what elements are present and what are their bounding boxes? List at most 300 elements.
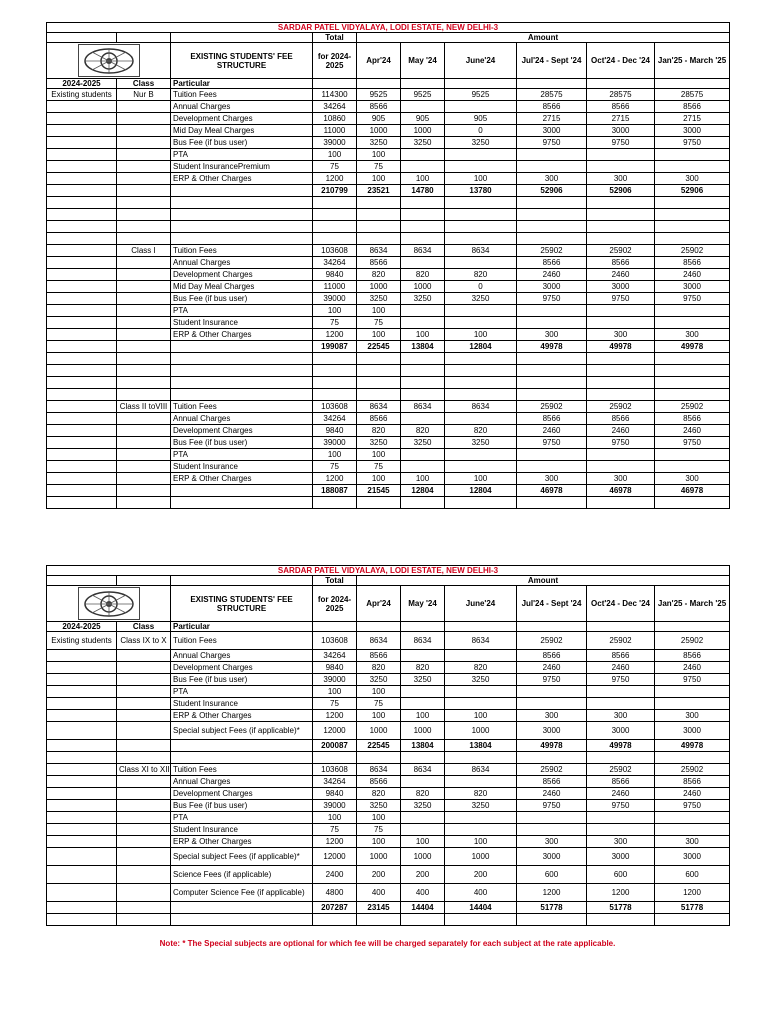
amount-cell: 39000 xyxy=(313,137,357,149)
amount-cell xyxy=(401,317,445,329)
blank-cell xyxy=(313,233,357,245)
blank-cell xyxy=(655,377,730,389)
blank-cell xyxy=(117,233,171,245)
total-row xyxy=(47,341,730,353)
class-cell xyxy=(117,137,171,149)
amount-cell: 2460 xyxy=(655,788,730,800)
amount-cell xyxy=(587,824,655,836)
table-row xyxy=(47,686,730,698)
amount-cell xyxy=(401,686,445,698)
fee-table-2 xyxy=(46,565,730,926)
particular-cell: ERP & Other Charges xyxy=(171,173,313,185)
amount-cell: 8566 xyxy=(655,101,730,113)
amount-cell: 8634 xyxy=(401,245,445,257)
amount-cell: 300 xyxy=(587,473,655,485)
particular-cell: Annual Charges xyxy=(171,257,313,269)
amount-cell: 9750 xyxy=(517,137,587,149)
amount-cell xyxy=(445,698,517,710)
blank-cell xyxy=(445,197,517,209)
amount-cell: 100 xyxy=(445,173,517,185)
blank-cell xyxy=(171,365,313,377)
amount-cell xyxy=(587,461,655,473)
amount-cell: 100 xyxy=(401,836,445,848)
amount-cell: 100 xyxy=(401,473,445,485)
amount-cell: 820 xyxy=(401,269,445,281)
total-cell: 14404 xyxy=(445,902,517,914)
particular-cell: Bus Fee (if bus user) xyxy=(171,674,313,686)
group-cell xyxy=(47,257,117,269)
blank-cell xyxy=(117,209,171,221)
particular-cell: Bus Fee (if bus user) xyxy=(171,293,313,305)
amount-cell: 8566 xyxy=(517,413,587,425)
amount-cell: 75 xyxy=(357,698,401,710)
total-cell: 49978 xyxy=(655,341,730,353)
period-header: Jan'25 - March '25 xyxy=(655,43,730,79)
blank-cell xyxy=(587,233,655,245)
amount-cell: 100 xyxy=(357,812,401,824)
particular-cell xyxy=(171,902,313,914)
total-cell: 13804 xyxy=(401,341,445,353)
amount-cell xyxy=(401,413,445,425)
total-cell: 207287 xyxy=(313,902,357,914)
group-cell xyxy=(47,710,117,722)
group-cell xyxy=(47,764,117,776)
blank-cell xyxy=(47,497,117,509)
amount-cell: 3000 xyxy=(587,722,655,740)
amount-cell: 820 xyxy=(445,662,517,674)
class-cell: Nur B xyxy=(117,89,171,101)
blank-row xyxy=(47,233,730,245)
amount-cell: 100 xyxy=(357,686,401,698)
blank-cell xyxy=(117,389,171,401)
amount-cell: 8566 xyxy=(587,413,655,425)
amount-cell: 9750 xyxy=(655,437,730,449)
amount-cell: 25902 xyxy=(655,401,730,413)
total-cell: 51778 xyxy=(655,902,730,914)
table-row xyxy=(47,437,730,449)
class-cell xyxy=(117,824,171,836)
table-row xyxy=(47,245,730,257)
blank-cell xyxy=(357,365,401,377)
amount-cell: 8566 xyxy=(517,776,587,788)
school-emblem-icon xyxy=(78,587,140,620)
amount-cell: 8634 xyxy=(357,245,401,257)
amount-cell xyxy=(655,161,730,173)
amount-cell: 39000 xyxy=(313,674,357,686)
total-cell: 23145 xyxy=(357,902,401,914)
blank-cell xyxy=(171,221,313,233)
amount-cell: 25902 xyxy=(517,632,587,650)
amount-cell: 820 xyxy=(357,425,401,437)
amount-cell: 3250 xyxy=(401,137,445,149)
amount-cell xyxy=(401,776,445,788)
total-header: Total xyxy=(313,33,357,43)
particular-cell xyxy=(171,740,313,752)
group-cell: Existing students xyxy=(47,632,117,650)
total-cell: 14404 xyxy=(401,902,445,914)
amount-cell: 2460 xyxy=(517,425,587,437)
blank-cell xyxy=(357,389,401,401)
particular-cell: Development Charges xyxy=(171,662,313,674)
amount-cell: 34264 xyxy=(313,257,357,269)
total-cell: 52906 xyxy=(655,185,730,197)
class-cell xyxy=(117,674,171,686)
amount-cell: 100 xyxy=(357,836,401,848)
amount-cell: 300 xyxy=(587,836,655,848)
amount-cell: 820 xyxy=(401,662,445,674)
blank-cell xyxy=(517,209,587,221)
blank-cell xyxy=(357,197,401,209)
class-cell xyxy=(117,329,171,341)
amount-cell: 2460 xyxy=(587,425,655,437)
amount-cell xyxy=(517,461,587,473)
amount-cell: 25902 xyxy=(517,764,587,776)
amount-cell xyxy=(655,824,730,836)
amount-cell xyxy=(587,305,655,317)
particular-cell: ERP & Other Charges xyxy=(171,836,313,848)
amount-cell: 300 xyxy=(587,173,655,185)
amount-cell: 300 xyxy=(655,173,730,185)
blank-cell xyxy=(47,377,117,389)
class-cell xyxy=(117,473,171,485)
table-row xyxy=(47,866,730,884)
class-cell xyxy=(117,710,171,722)
class-cell xyxy=(117,161,171,173)
particular-cell: Mid Day Meal Charges xyxy=(171,281,313,293)
amount-cell: 100 xyxy=(445,473,517,485)
blank-cell xyxy=(47,197,117,209)
amount-cell: 114300 xyxy=(313,89,357,101)
blank-cell xyxy=(517,233,587,245)
total-cell: 23521 xyxy=(357,185,401,197)
amount-cell: 8634 xyxy=(357,764,401,776)
total-cell: 49978 xyxy=(517,341,587,353)
amount-cell xyxy=(655,698,730,710)
particular-cell: Tuition Fees xyxy=(171,764,313,776)
class-cell xyxy=(117,698,171,710)
amount-cell xyxy=(401,161,445,173)
amount-cell: 8634 xyxy=(401,764,445,776)
blank-cell xyxy=(517,497,587,509)
school-title: SARDAR PATEL VIDYALAYA, LODI ESTATE, NEW DELHI-3 xyxy=(47,23,730,33)
amount-cell xyxy=(517,305,587,317)
blank-cell xyxy=(171,389,313,401)
amount-cell xyxy=(587,686,655,698)
particular-cell: Bus Fee (if bus user) xyxy=(171,437,313,449)
particular-cell: Annual Charges xyxy=(171,101,313,113)
amount-cell: 103608 xyxy=(313,764,357,776)
group-cell xyxy=(47,149,117,161)
amount-cell: 9750 xyxy=(655,137,730,149)
amount-cell: 25902 xyxy=(655,632,730,650)
amount-cell: 8566 xyxy=(655,650,730,662)
amount-cell xyxy=(401,650,445,662)
group-cell xyxy=(47,425,117,437)
amount-cell: 25902 xyxy=(655,245,730,257)
total-row xyxy=(47,185,730,197)
amount-cell xyxy=(401,461,445,473)
amount-cell: 8566 xyxy=(587,650,655,662)
blank-cell xyxy=(401,233,445,245)
amount-cell: 3000 xyxy=(517,722,587,740)
total-cell: 46978 xyxy=(587,485,655,497)
amount-cell: 11000 xyxy=(313,125,357,137)
period-header: Apr'24 xyxy=(357,586,401,622)
year-header: 2024-2025 xyxy=(47,79,117,89)
amount-cell: 39000 xyxy=(313,293,357,305)
amount-cell: 300 xyxy=(655,710,730,722)
group-cell xyxy=(47,485,117,497)
amount-cell: 2460 xyxy=(517,788,587,800)
period-header: Apr'24 xyxy=(357,43,401,79)
amount-cell xyxy=(517,161,587,173)
amount-cell xyxy=(445,257,517,269)
amount-cell: 300 xyxy=(517,473,587,485)
amount-cell: 2460 xyxy=(655,269,730,281)
total-cell: 12804 xyxy=(445,341,517,353)
table-row xyxy=(47,329,730,341)
total-row xyxy=(47,740,730,752)
group-cell xyxy=(47,281,117,293)
amount-cell: 9525 xyxy=(445,89,517,101)
amount-cell xyxy=(517,824,587,836)
class-cell xyxy=(117,902,171,914)
particular-header: Particular xyxy=(171,79,313,89)
amount-cell: 9750 xyxy=(517,293,587,305)
amount-cell xyxy=(445,824,517,836)
blank-cell xyxy=(401,353,445,365)
blank-cell xyxy=(655,197,730,209)
amount-cell xyxy=(445,413,517,425)
amount-cell: 3250 xyxy=(445,437,517,449)
blank-cell xyxy=(313,752,357,764)
amount-cell: 3000 xyxy=(587,848,655,866)
amount-cell: 39000 xyxy=(313,800,357,812)
particular-cell: Development Charges xyxy=(171,788,313,800)
blank-cell xyxy=(357,221,401,233)
amount-cell: 905 xyxy=(357,113,401,125)
amount-cell: 103608 xyxy=(313,245,357,257)
amount-cell: 3000 xyxy=(587,125,655,137)
amount-cell: 300 xyxy=(655,329,730,341)
particular-cell: Tuition Fees xyxy=(171,245,313,257)
amount-cell: 1200 xyxy=(313,173,357,185)
class-cell xyxy=(117,836,171,848)
group-cell xyxy=(47,740,117,752)
amount-cell: 9750 xyxy=(517,437,587,449)
class-cell: Class I xyxy=(117,245,171,257)
amount-cell: 100 xyxy=(357,473,401,485)
total-cell: 14780 xyxy=(401,185,445,197)
amount-cell: 2715 xyxy=(655,113,730,125)
group-cell xyxy=(47,329,117,341)
class-cell xyxy=(117,425,171,437)
amount-cell: 8566 xyxy=(587,257,655,269)
total-cell: 49978 xyxy=(517,740,587,752)
fee-table-1 xyxy=(46,22,730,509)
particular-cell: Student InsurancePremium xyxy=(171,161,313,173)
blank-cell xyxy=(313,353,357,365)
amount-cell: 3250 xyxy=(445,800,517,812)
blank-cell xyxy=(401,221,445,233)
amount-cell: 75 xyxy=(357,317,401,329)
amount-cell xyxy=(445,449,517,461)
blank-cell xyxy=(357,209,401,221)
period-header: June'24 xyxy=(445,586,517,622)
amount-cell xyxy=(445,812,517,824)
blank-cell xyxy=(357,914,401,926)
group-cell xyxy=(47,788,117,800)
group-cell xyxy=(47,161,117,173)
blank-cell xyxy=(117,752,171,764)
blank-cell xyxy=(517,221,587,233)
blank-cell xyxy=(445,914,517,926)
particular-cell: Annual Charges xyxy=(171,776,313,788)
amount-cell: 100 xyxy=(357,149,401,161)
amount-cell: 1000 xyxy=(401,722,445,740)
table-row xyxy=(47,269,730,281)
group-cell xyxy=(47,305,117,317)
blank-row xyxy=(47,353,730,365)
blank-cell xyxy=(517,377,587,389)
blank-cell xyxy=(587,752,655,764)
amount-cell: 100 xyxy=(313,812,357,824)
amount-cell: 300 xyxy=(517,836,587,848)
amount-cell: 2460 xyxy=(655,425,730,437)
amount-cell: 1000 xyxy=(401,848,445,866)
amount-cell: 8566 xyxy=(357,101,401,113)
class-cell xyxy=(117,317,171,329)
blank-row xyxy=(47,221,730,233)
total-cell: 52906 xyxy=(587,185,655,197)
group-cell xyxy=(47,650,117,662)
table-row xyxy=(47,449,730,461)
amount-cell: 8566 xyxy=(517,650,587,662)
amount-cell: 25902 xyxy=(517,401,587,413)
particular-cell: Tuition Fees xyxy=(171,632,313,650)
amount-cell xyxy=(445,776,517,788)
amount-cell: 100 xyxy=(357,710,401,722)
amount-cell: 2460 xyxy=(587,269,655,281)
blank-cell xyxy=(445,209,517,221)
amount-cell: 1000 xyxy=(401,281,445,293)
group-cell xyxy=(47,245,117,257)
particular-cell: ERP & Other Charges xyxy=(171,710,313,722)
amount-cell: 9750 xyxy=(517,800,587,812)
amount-cell: 1000 xyxy=(401,125,445,137)
class-cell xyxy=(117,185,171,197)
amount-cell xyxy=(517,812,587,824)
group-cell xyxy=(47,101,117,113)
amount-cell: 25902 xyxy=(587,401,655,413)
blank-cell xyxy=(401,389,445,401)
table-row xyxy=(47,710,730,722)
group-cell xyxy=(47,269,117,281)
amount-cell: 820 xyxy=(357,788,401,800)
amount-cell: 3000 xyxy=(517,281,587,293)
amount-cell: 75 xyxy=(313,824,357,836)
class-cell xyxy=(117,173,171,185)
blank-cell xyxy=(517,752,587,764)
class-cell xyxy=(117,662,171,674)
blank-row xyxy=(47,389,730,401)
amount-cell: 3250 xyxy=(401,674,445,686)
amount-cell: 75 xyxy=(357,824,401,836)
amount-cell: 1000 xyxy=(357,722,401,740)
blank-cell xyxy=(171,497,313,509)
blank-cell xyxy=(117,197,171,209)
total-cell: 13780 xyxy=(445,185,517,197)
table-row xyxy=(47,764,730,776)
blank-row xyxy=(47,209,730,221)
amount-cell: 100 xyxy=(313,449,357,461)
blank-cell xyxy=(47,209,117,221)
amount-cell: 100 xyxy=(401,329,445,341)
total-cell: 13804 xyxy=(401,740,445,752)
total-cell: 12804 xyxy=(401,485,445,497)
blank-cell xyxy=(587,197,655,209)
table-row xyxy=(47,788,730,800)
amount-cell: 8566 xyxy=(587,101,655,113)
amount-cell: 100 xyxy=(445,836,517,848)
amount-cell: 8634 xyxy=(357,401,401,413)
blank-cell xyxy=(117,353,171,365)
amount-cell: 28575 xyxy=(517,89,587,101)
blank-cell xyxy=(587,365,655,377)
particular-cell: Tuition Fees xyxy=(171,89,313,101)
amount-cell: 34264 xyxy=(313,650,357,662)
amount-cell: 600 xyxy=(517,866,587,884)
amount-cell: 8566 xyxy=(357,257,401,269)
class-cell xyxy=(117,650,171,662)
blank-cell xyxy=(517,197,587,209)
particular-cell xyxy=(171,185,313,197)
amount-cell: 28575 xyxy=(655,89,730,101)
school-title: SARDAR PATEL VIDYALAYA, LODI ESTATE, NEW DELHI-3 xyxy=(47,566,730,576)
blank-cell xyxy=(171,233,313,245)
blank-cell xyxy=(401,377,445,389)
amount-cell xyxy=(655,305,730,317)
total-cell: 46978 xyxy=(655,485,730,497)
amount-cell: 8566 xyxy=(655,413,730,425)
for-year-header: for 2024-2025 xyxy=(313,586,357,622)
class-cell xyxy=(117,866,171,884)
amount-cell: 8634 xyxy=(401,632,445,650)
amount-cell: 8634 xyxy=(445,764,517,776)
class-cell xyxy=(117,269,171,281)
group-cell xyxy=(47,461,117,473)
particular-cell: Annual Charges xyxy=(171,650,313,662)
amount-cell: 25902 xyxy=(587,245,655,257)
for-year-header: for 2024-2025 xyxy=(313,43,357,79)
amount-cell: 75 xyxy=(357,161,401,173)
group-cell xyxy=(47,686,117,698)
amount-cell xyxy=(401,149,445,161)
blank-cell xyxy=(655,389,730,401)
group-cell xyxy=(47,341,117,353)
class-cell xyxy=(117,686,171,698)
amount-cell: 820 xyxy=(445,269,517,281)
amount-cell xyxy=(445,461,517,473)
table-row xyxy=(47,125,730,137)
particular-cell: PTA xyxy=(171,449,313,461)
blank-cell xyxy=(171,752,313,764)
logo-cell xyxy=(47,586,171,622)
amount-cell xyxy=(401,449,445,461)
amount-cell: 8566 xyxy=(587,776,655,788)
amount-cell: 3250 xyxy=(357,293,401,305)
table-row xyxy=(47,317,730,329)
